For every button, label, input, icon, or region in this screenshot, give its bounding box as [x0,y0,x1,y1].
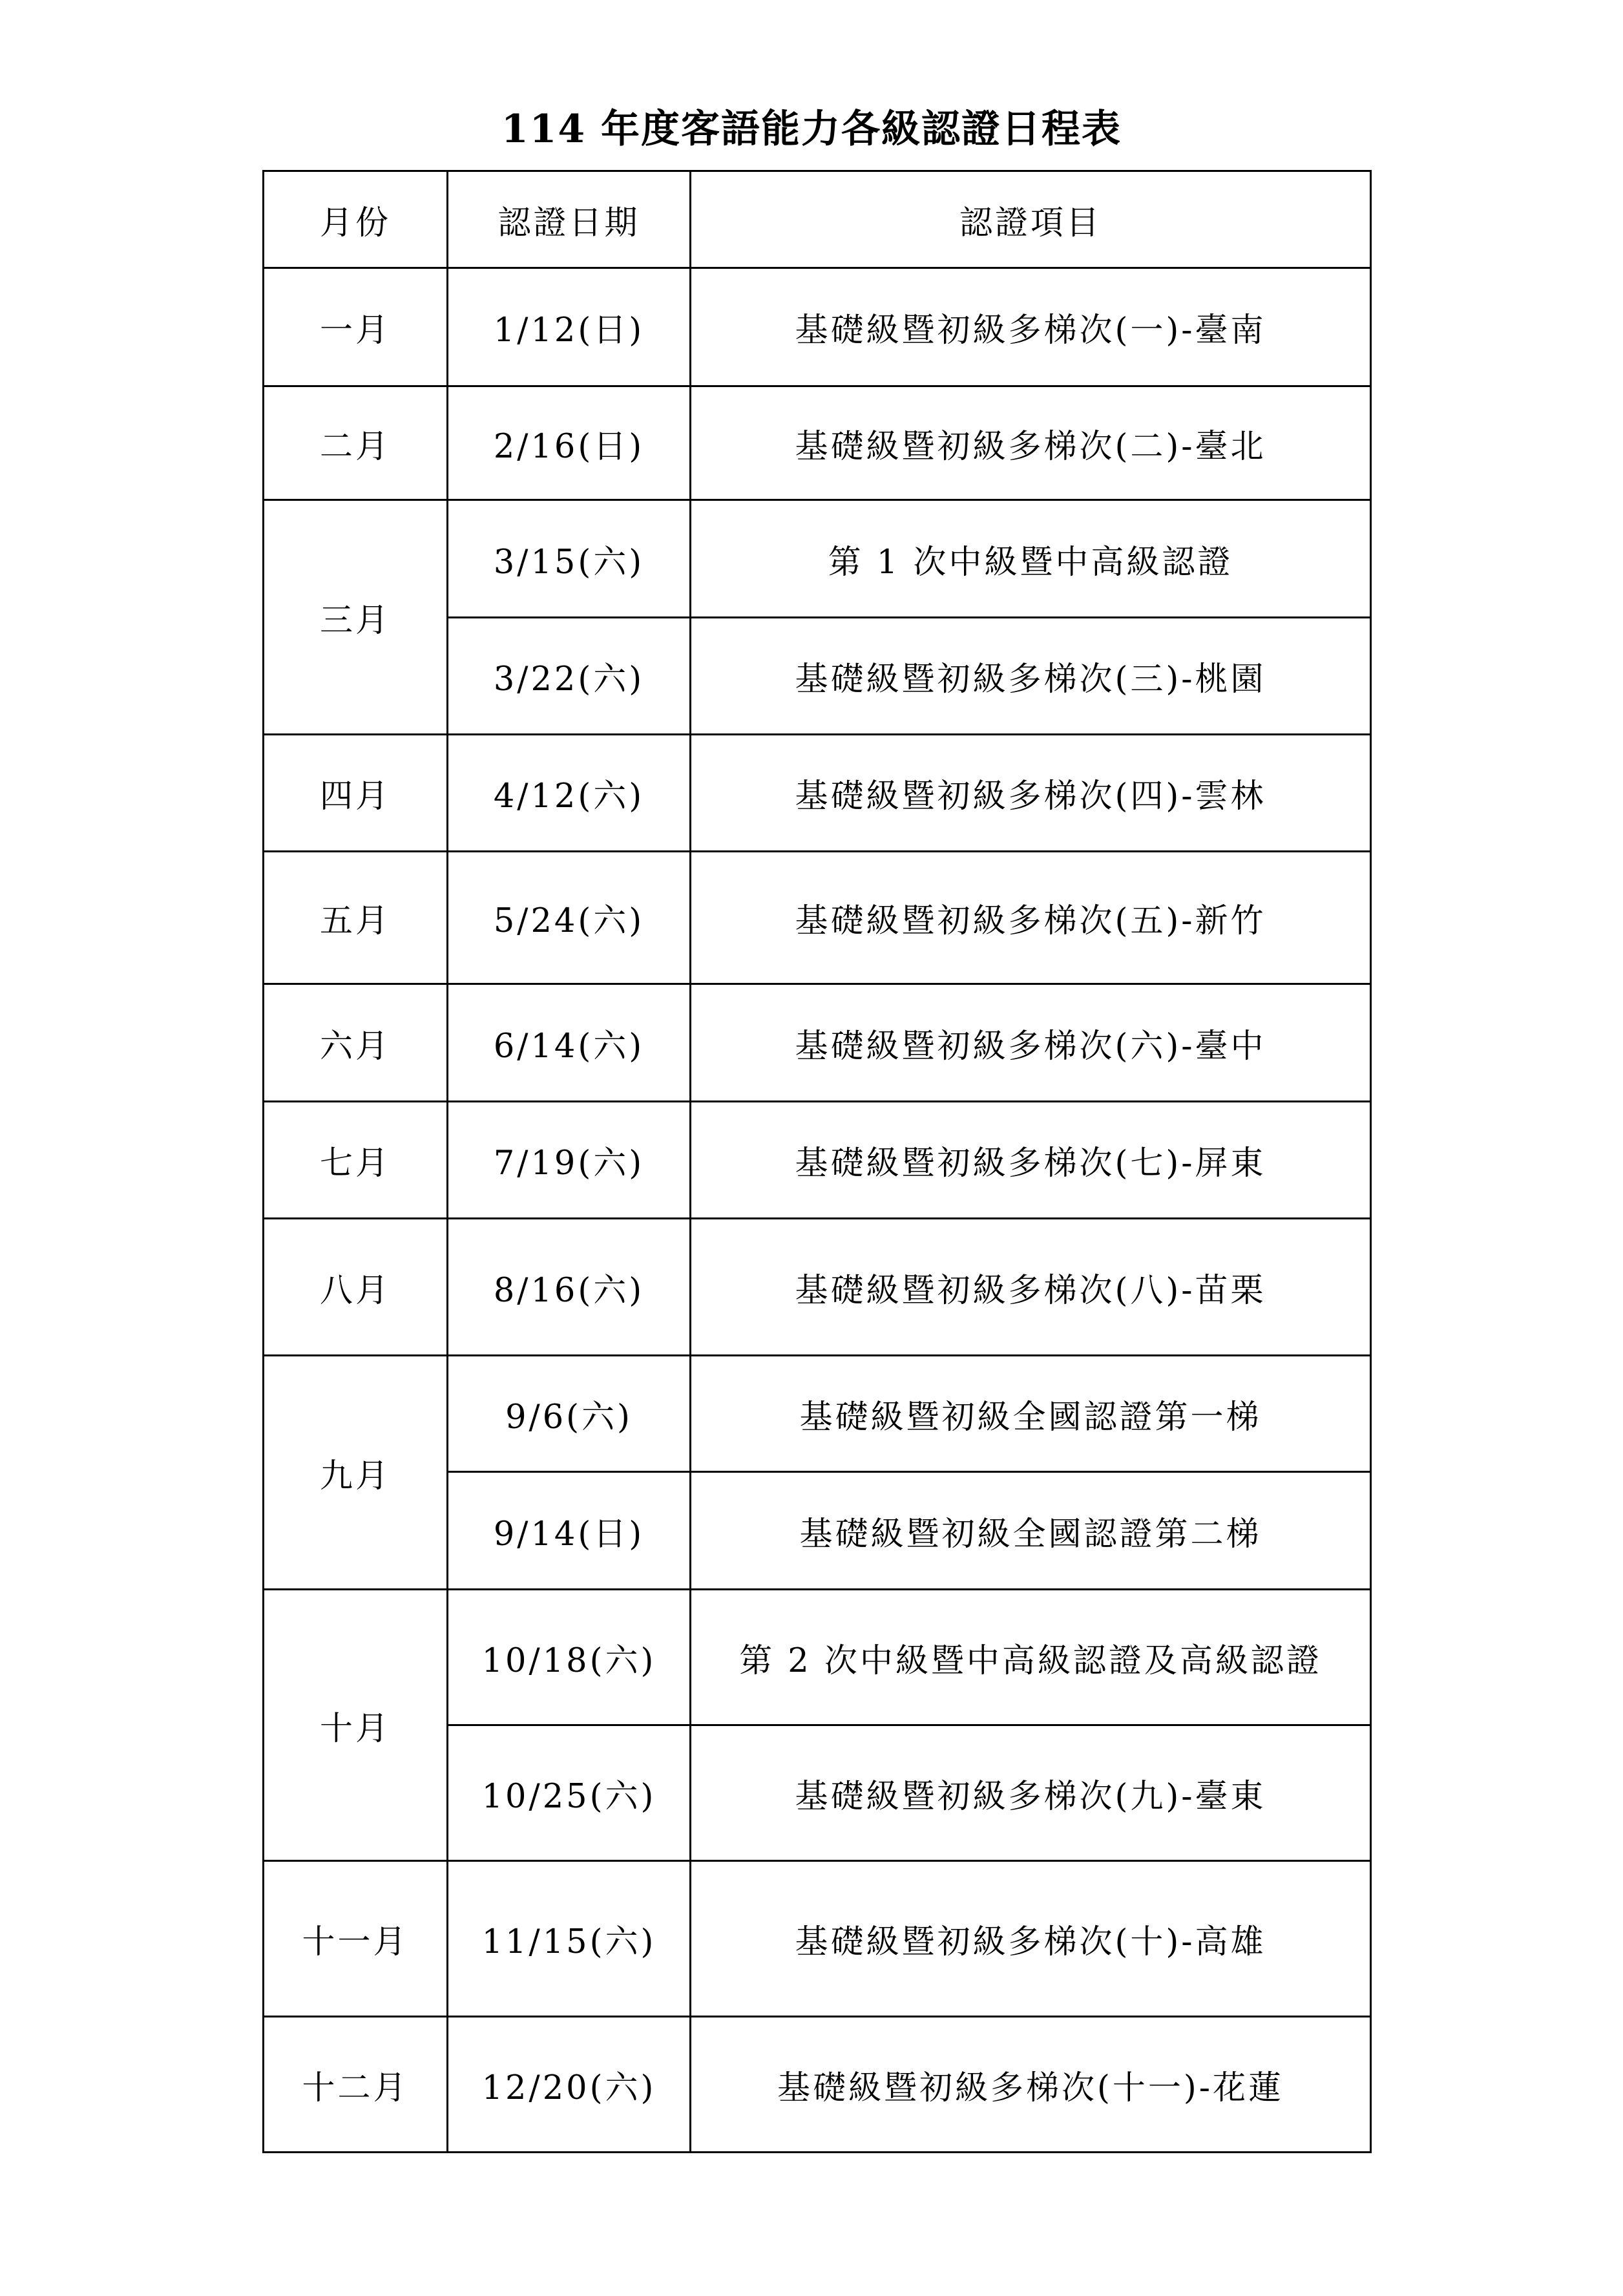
table-row [264,1219,1371,1356]
table-row [264,268,1371,386]
date-cell: 3/22(六) [448,618,691,735]
date-cell: 7/19(六) [448,1102,691,1219]
date-cell: 2/16(日) [448,386,691,500]
item-cell: 基礎級暨初級多梯次(六)-臺中 [691,984,1371,1102]
date-cell: 10/25(六) [448,1725,691,1861]
month-cell: 八月 [264,1219,448,1356]
table-row [264,1356,1371,1472]
month-cell: 十二月 [264,2017,448,2153]
item-cell: 基礎級暨初級多梯次(七)-屏東 [691,1102,1371,1219]
item-cell: 基礎級暨初級多梯次(十)-高雄 [691,1861,1371,2017]
date-cell: 12/20(六) [448,2017,691,2153]
date-cell: 9/14(日) [448,1472,691,1590]
item-cell: 基礎級暨初級多梯次(二)-臺北 [691,386,1371,500]
item-cell: 基礎級暨初級多梯次(八)-苗栗 [691,1219,1371,1356]
item-cell: 基礎級暨初級多梯次(四)-雲林 [691,735,1371,852]
table-row [264,852,1371,984]
table-row [264,1102,1371,1219]
header-row [264,171,1371,268]
date-cell: 10/18(六) [448,1590,691,1725]
item-cell: 第 1 次中級暨中高級認證 [691,500,1371,618]
table-row [264,735,1371,852]
month-cell: 三月 [264,500,448,735]
month-cell: 二月 [264,386,448,500]
date-cell: 6/14(六) [448,984,691,1102]
month-cell: 七月 [264,1102,448,1219]
month-cell: 十一月 [264,1861,448,2017]
date-cell: 5/24(六) [448,852,691,984]
date-cell: 9/6(六) [448,1356,691,1472]
date-cell: 1/12(日) [448,268,691,386]
item-cell: 基礎級暨初級多梯次(十一)-花蓮 [691,2017,1371,2153]
table-row [264,500,1371,618]
date-cell: 8/16(六) [448,1219,691,1356]
month-cell: 九月 [264,1356,448,1590]
date-cell: 3/15(六) [448,500,691,618]
header-date: 認證日期 [448,171,691,268]
item-cell: 基礎級暨初級全國認證第二梯 [691,1472,1371,1590]
header-month: 月份 [264,171,448,268]
table-row [264,1590,1371,1725]
item-cell: 基礎級暨初級多梯次(五)-新竹 [691,852,1371,984]
table-row [264,2017,1371,2153]
table-row [264,984,1371,1102]
date-cell: 11/15(六) [448,1861,691,2017]
item-cell: 基礎級暨初級多梯次(三)-桃園 [691,618,1371,735]
header-item: 認證項目 [691,171,1371,268]
table-row [264,386,1371,500]
month-cell: 五月 [264,852,448,984]
table-row [264,1861,1371,2017]
item-cell: 基礎級暨初級多梯次(一)-臺南 [691,268,1371,386]
item-cell: 第 2 次中級暨中高級認證及高級認證 [691,1590,1371,1725]
schedule-table [262,170,1372,2153]
date-cell: 4/12(六) [448,735,691,852]
month-cell: 十月 [264,1590,448,1861]
item-cell: 基礎級暨初級全國認證第一梯 [691,1356,1371,1472]
page-title: 114 年度客語能力各級認證日程表 [501,107,1122,152]
month-cell: 四月 [264,735,448,852]
month-cell: 一月 [264,268,448,386]
item-cell: 基礎級暨初級多梯次(九)-臺東 [691,1725,1371,1861]
month-cell: 六月 [264,984,448,1102]
